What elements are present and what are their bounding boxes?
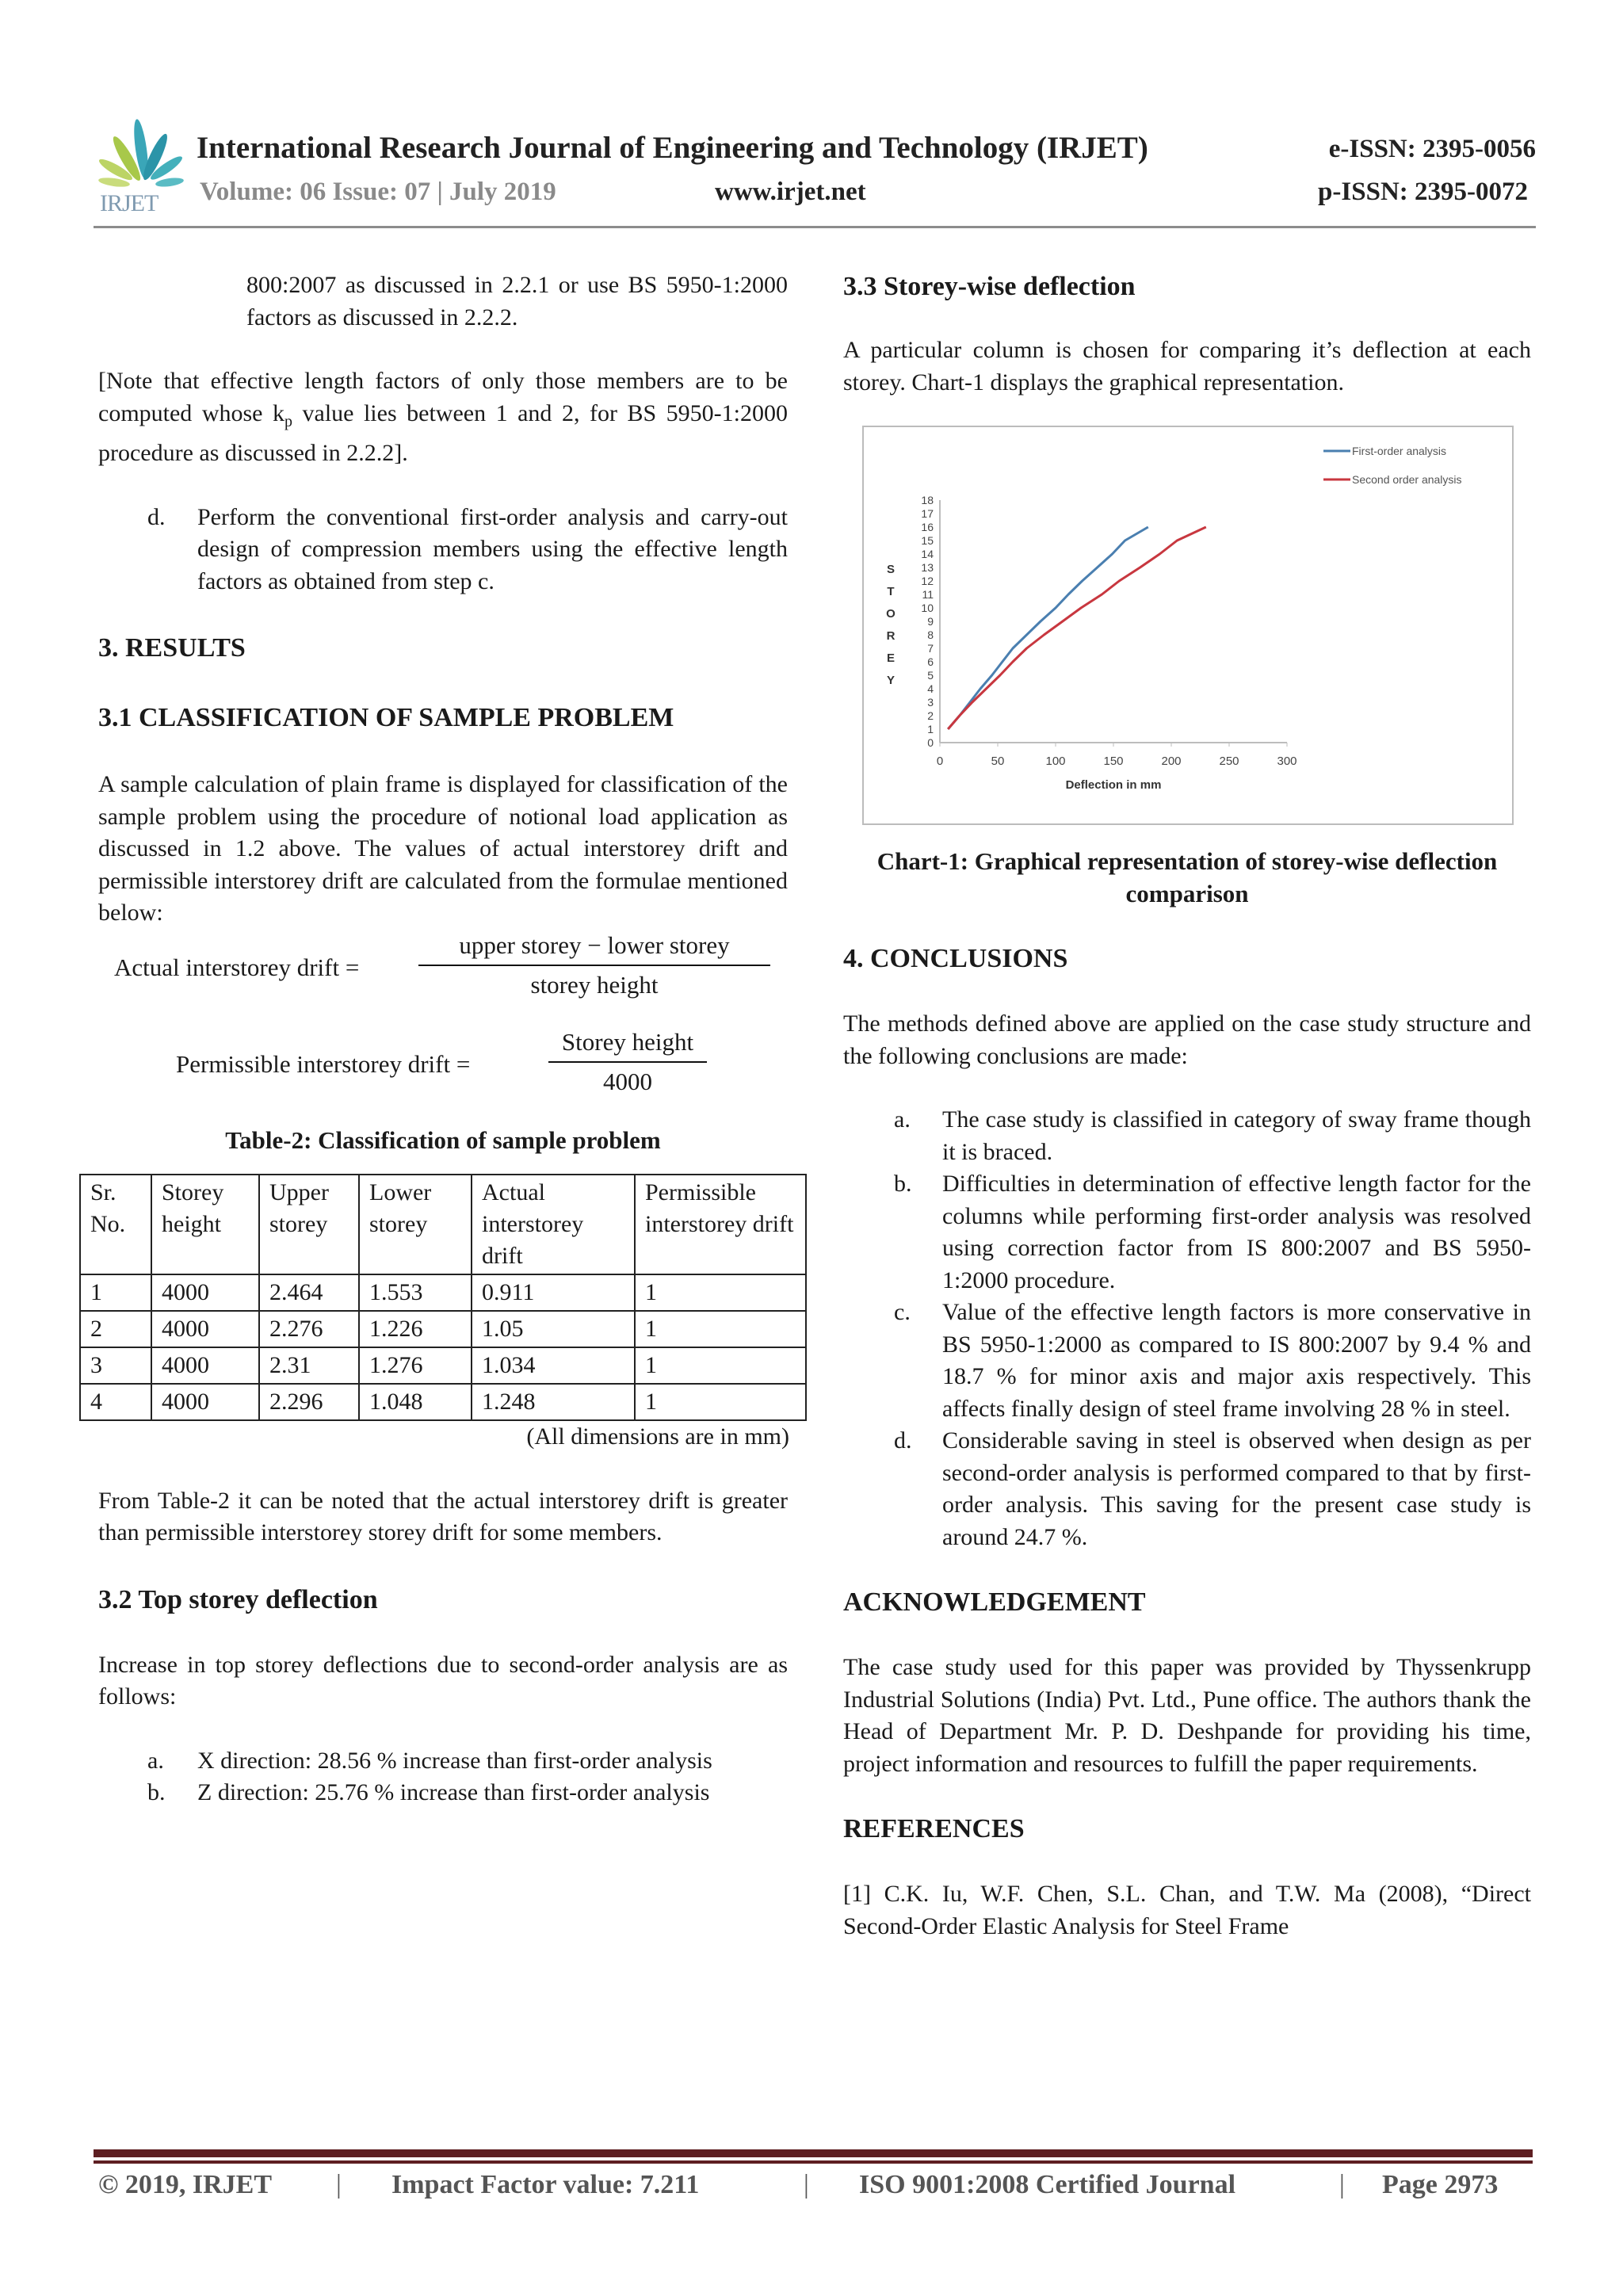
footer-copyright: © 2019, IRJET bbox=[98, 2170, 273, 2199]
journal-website-link[interactable]: www.irjet.net bbox=[715, 178, 866, 206]
y-tick-label: 5 bbox=[927, 669, 934, 682]
y-tick-label: 17 bbox=[921, 507, 934, 520]
logo-text: IRJET bbox=[100, 190, 158, 216]
y-tick-label: 12 bbox=[921, 575, 934, 587]
y-tick-label: 2 bbox=[927, 709, 934, 722]
journal-title: International Research Journal of Engineering and Technology (IRJET) bbox=[197, 131, 1148, 165]
formula-actual-drift: Actual interstorey drift = upper storey − lower storey storey height bbox=[98, 930, 788, 1018]
y-tick-label: 11 bbox=[922, 588, 934, 601]
section-3-1-heading: 3.1 CLASSIFICATION OF SAMPLE PROBLEM bbox=[98, 703, 674, 732]
footer-separator: | bbox=[1339, 2170, 1345, 2199]
volume-issue: Volume: 06 Issue: 07 | July 2019 bbox=[200, 178, 556, 206]
y-axis-label: T bbox=[887, 585, 895, 598]
table-row: 3 4000 2.31 1.276 1.034 1 bbox=[80, 1347, 806, 1384]
table-units-note: (All dimensions are in mm) bbox=[526, 1423, 789, 1450]
y-tick-label: 13 bbox=[921, 561, 934, 574]
footer-rule-thin bbox=[94, 2160, 1533, 2164]
right-column bbox=[843, 269, 1531, 1943]
section-3-2-paragraph: Increase in top storey deflections due to second-order analysis are as follows: bbox=[98, 1651, 788, 1710]
journal-header bbox=[94, 117, 1536, 228]
section-3-3-paragraph: A particular column is chosen for comparing it’s deflection at each storey. Chart-1 displays the graphical representation. bbox=[843, 337, 1531, 395]
list-item: c. Value of the effective length factors is more conservative in BS 5950-1:2000 as compared to IS 800:2007 by 9.4 % and 18.7 % for minor axis and major axis respectively. This affects finally design of steel frame involving 28 % in steel. bbox=[894, 1299, 1531, 1422]
list-item: b. Difficulties in determination of effective length factor for the columns while performing first-order analysis was resolved using correction factor from IS 800:2007 and BS 5950-1:2000 procedure. bbox=[894, 1171, 1531, 1293]
x-tick-label: 200 bbox=[1161, 755, 1182, 768]
x-tick-label: 50 bbox=[991, 755, 1005, 768]
x-tick-label: 150 bbox=[1103, 755, 1124, 768]
formula-permissible-drift: Permissible interstorey drift = Storey height 4000 bbox=[98, 1026, 788, 1121]
section-3-3-heading: 3.3 Storey-wise deflection bbox=[843, 272, 1136, 301]
y-axis-label: O bbox=[886, 607, 896, 621]
legend-label: Second order analysis bbox=[1352, 473, 1462, 486]
x-tick-label: 100 bbox=[1045, 755, 1066, 768]
line-chart bbox=[864, 427, 1512, 823]
y-tick-label: 3 bbox=[927, 696, 934, 709]
table-header-row bbox=[80, 1175, 806, 1274]
footer-impact-factor: Impact Factor value: 7.211 bbox=[391, 2170, 700, 2199]
table-row: 2 4000 2.276 1.226 1.05 1 bbox=[80, 1311, 806, 1347]
conclusions-paragraph: The methods defined above are applied on the case study structure and the following conclusions are made: bbox=[843, 1010, 1531, 1069]
col-header: Upper storey bbox=[259, 1175, 359, 1274]
footer-page-number: Page 2973 bbox=[1382, 2170, 1499, 2199]
y-tick-label: 4 bbox=[927, 682, 934, 695]
storey-deflection-chart bbox=[862, 426, 1514, 825]
series-line bbox=[948, 527, 1206, 729]
col-header: Actual interstorey drift bbox=[472, 1175, 635, 1274]
reference-item: [1] C.K. Iu, W.F. Chen, S.L. Chan, and T.W. Ma (2008), “Direct Second-Order Elastic Analysis for Steel Frame bbox=[843, 1881, 1531, 1939]
p-issn: p-ISSN: 2395-0072 bbox=[1318, 178, 1528, 206]
footer-separator: | bbox=[804, 2170, 809, 2199]
results-heading: 3. RESULTS bbox=[98, 633, 246, 663]
footer-rule-thick bbox=[94, 2149, 1533, 2157]
list-item: a. The case study is classified in category of sway frame though it is braced. bbox=[894, 1106, 1531, 1165]
footer-iso: ISO 9001:2008 Certified Journal bbox=[859, 2170, 1236, 2199]
x-tick-label: 300 bbox=[1277, 755, 1297, 768]
y-tick-label: 7 bbox=[927, 642, 934, 655]
y-axis-label: R bbox=[886, 629, 896, 643]
y-tick-label: 1 bbox=[927, 723, 934, 735]
series-line bbox=[948, 527, 1148, 729]
note-paragraph: [Note that effective length factors of only those members are to be computed whose $k_p$ value lies between 1 and 2, for BS 5950-1:2000 procedure as discussed in 2.2.2]. bbox=[98, 368, 788, 466]
acknowledgement-paragraph: The case study used for this paper was provided by Thyssenkrupp Industrial Solutions (India) Pvt. Ltd., Pune office. The authors thank the Head of Department Mr. P. D. Deshpande for providing his time, project information and resources to fulfill the paper requirements. bbox=[843, 1654, 1531, 1777]
page-footer bbox=[98, 2170, 1525, 2210]
y-axis-label: E bbox=[886, 651, 896, 665]
list-item: d. Perform the conventional first-order analysis and carry-out design of compression members using the effective length factors as obtained from step c. bbox=[147, 503, 788, 594]
y-tick-label: 16 bbox=[921, 521, 934, 533]
y-tick-label: 8 bbox=[927, 628, 934, 641]
list-item: a. X direction: 28.56 % increase than first-order analysis bbox=[147, 1747, 712, 1774]
leaf-logo-icon bbox=[94, 117, 189, 193]
y-tick-label: 18 bbox=[921, 494, 934, 506]
y-tick-label: 14 bbox=[921, 548, 934, 560]
y-tick-label: 10 bbox=[921, 602, 934, 614]
y-tick-label: 0 bbox=[927, 736, 934, 749]
continued-paragraph: 800:2007 as discussed in 2.2.1 or use BS 5950-1:2000 factors as discussed in 2.2.2. bbox=[246, 272, 788, 330]
references-heading: REFERENCES bbox=[843, 1814, 1025, 1843]
x-axis-label: Deflection in mm bbox=[1065, 778, 1162, 792]
left-column bbox=[90, 269, 794, 1809]
table-row: 1 4000 2.464 1.553 0.911 1 bbox=[80, 1274, 806, 1311]
classification-table bbox=[79, 1174, 807, 1421]
x-tick-label: 250 bbox=[1219, 755, 1239, 768]
col-header: Permissible interstorey drift bbox=[635, 1175, 806, 1274]
col-header: Storey height bbox=[151, 1175, 259, 1274]
y-tick-label: 9 bbox=[927, 615, 934, 628]
y-tick-label: 6 bbox=[927, 655, 934, 668]
conclusions-list bbox=[843, 1104, 1531, 1553]
deflection-increase-list bbox=[98, 1745, 788, 1809]
step-list bbox=[98, 502, 788, 598]
e-issn: e-ISSN: 2395-0056 bbox=[1328, 135, 1536, 163]
section-3-1-paragraph: A sample calculation of plain frame is displayed for classification of the sample problem using the procedure of notional load application as discussed in 1.2 above. The values of actual interstorey drift and permissible interstorey drift are calculated from the formulae mentioned below: bbox=[98, 771, 788, 926]
y-tick-label: 15 bbox=[921, 534, 934, 547]
conclusions-heading: 4. CONCLUSIONS bbox=[843, 944, 1068, 973]
col-header: Sr. No. bbox=[80, 1175, 151, 1274]
chart-caption: Chart-1: Graphical representation of storey-wise deflection comparison bbox=[876, 847, 1498, 907]
footer-separator: | bbox=[336, 2170, 342, 2199]
header-divider bbox=[94, 226, 1536, 228]
table-caption: Table-2: Classification of sample problem bbox=[225, 1125, 661, 1154]
y-axis-label: S bbox=[886, 563, 896, 576]
list-item: b. Z direction: 25.76 % increase than first-order analysis bbox=[147, 1779, 710, 1805]
irjet-logo bbox=[94, 117, 189, 220]
section-3-2-heading: 3.2 Top storey deflection bbox=[98, 1584, 378, 1614]
list-item: d. Considerable saving in steel is observed when design as per second-order analysis is performed compared to that by first-order analysis. This saving for the present case study is around 24.7 %. bbox=[894, 1427, 1531, 1550]
legend-label: First-order analysis bbox=[1352, 445, 1447, 457]
table-discussion-paragraph: From Table-2 it can be noted that the actual interstorey drift is greater than permissible interstorey storey drift for some members. bbox=[98, 1487, 788, 1545]
col-header: Lower storey bbox=[359, 1175, 472, 1274]
table-row: 4 4000 2.296 1.048 1.248 1 bbox=[80, 1384, 806, 1420]
acknowledgement-heading: ACKNOWLEDGEMENT bbox=[843, 1587, 1146, 1617]
x-tick-label: 0 bbox=[936, 755, 944, 768]
y-axis-label: Y bbox=[886, 674, 896, 687]
